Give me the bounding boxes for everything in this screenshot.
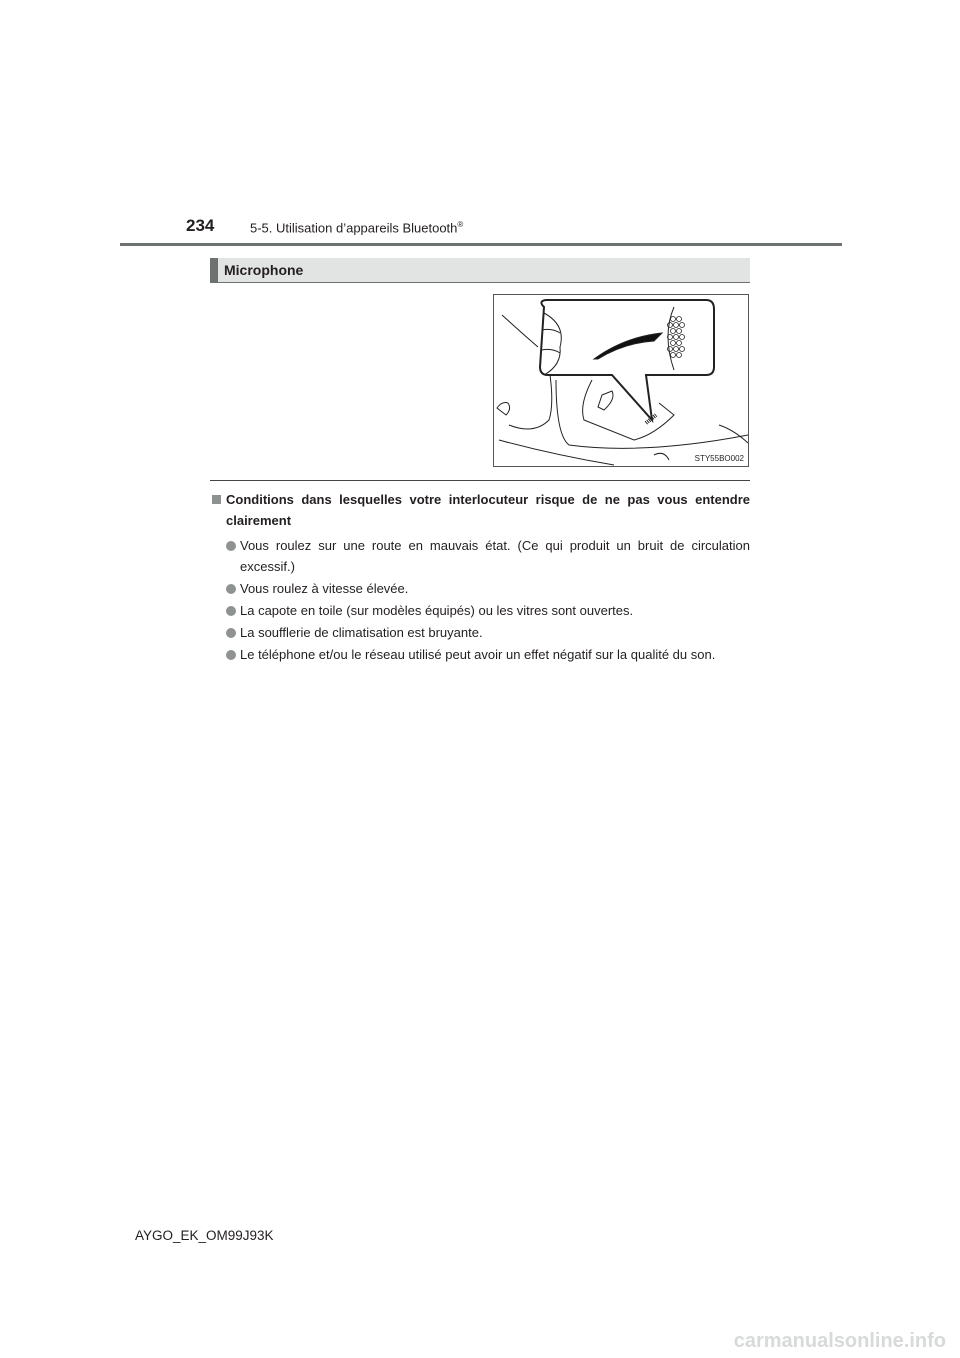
section-heading-bar xyxy=(210,258,750,283)
list-item xyxy=(210,535,750,577)
bullet-dot-icon xyxy=(226,628,236,638)
figure-code: STY55BO002 xyxy=(694,454,744,463)
list-item xyxy=(210,578,750,599)
list-item-text: Le téléphone et/ou le réseau utilisé peut avoir un effet négatif sur la qualité du son. xyxy=(240,647,716,662)
list-item xyxy=(210,644,750,665)
conditions-section xyxy=(210,489,750,665)
bullet-dot-icon xyxy=(226,541,236,551)
microphone-diagram-svg xyxy=(494,295,748,466)
microphone-illustration xyxy=(493,294,749,467)
section-stripe xyxy=(210,258,218,282)
conditions-heading-text: Conditions dans lesquelles votre interlocuteur risque de ne pas vous entendre clairement xyxy=(226,492,750,528)
list-item-text: Vous roulez sur une route en mauvais état. (Ce qui produit un bruit de circulation excessif.) xyxy=(240,538,750,574)
list-item-text: La capote en toile (sur modèles équipés) ou les vitres sont ouvertes. xyxy=(240,603,634,618)
bullet-dot-icon xyxy=(226,650,236,660)
chapter-title xyxy=(250,220,463,235)
conditions-heading xyxy=(210,489,750,531)
section-title: Microphone xyxy=(224,262,304,278)
chapter-title-text: 5-5. Utilisation d’appareils Bluetooth xyxy=(250,220,458,236)
list-item xyxy=(210,600,750,621)
list-item-text: La soufflerie de climatisation est bruyante. xyxy=(240,625,483,640)
watermark: carmanualsonline.info xyxy=(733,1330,946,1352)
registered-mark: ® xyxy=(457,220,464,229)
bullet-dot-icon xyxy=(226,606,236,616)
document-code: AYGO_EK_OM99J93K xyxy=(135,1228,274,1243)
section-divider xyxy=(210,480,750,481)
page-number: 234 xyxy=(186,216,215,235)
header-rule xyxy=(120,243,842,246)
square-bullet-icon xyxy=(212,495,221,504)
list-item-text: Vous roulez à vitesse élevée. xyxy=(240,581,409,596)
bullet-dot-icon xyxy=(226,584,236,594)
list-item xyxy=(210,622,750,643)
